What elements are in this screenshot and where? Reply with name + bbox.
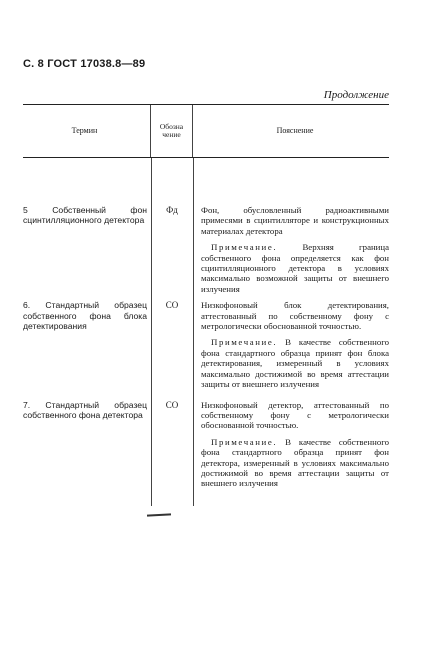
column-divider	[151, 158, 152, 506]
explanation-cell	[193, 205, 389, 294]
note-text: Верхняя граница собственного фона определяется как фон сцинтилляционного детектора в условиях максимально возможной защиты от внешнего излучения	[201, 242, 389, 294]
page-header: С. 8 ГОСТ 17038.8—89	[23, 58, 146, 70]
explanation-cell	[193, 400, 389, 489]
term-cell: 5 Собственный фон сцинтилляционного детектора	[23, 205, 147, 226]
table-row	[23, 158, 389, 294]
table-header	[23, 104, 389, 158]
table-body	[23, 158, 389, 489]
note-label: Примечание.	[211, 436, 278, 447]
note-text: В качестве собственного фона стандартного образца принят фон блока детектирования, измеренный в условиях максимально достижимой во время аттестации защиты от внешнего излучения	[201, 337, 390, 390]
term-cell: 7. Стандартный образец собственного фона детектора	[23, 399, 147, 420]
column-divider	[193, 158, 194, 506]
note-label: Примечание.	[211, 337, 278, 348]
note-label: Примечание.	[211, 242, 278, 253]
note	[201, 242, 389, 294]
header-designation: Обозна чение	[151, 105, 193, 157]
continuation-label: Продолжение	[323, 89, 389, 101]
explanation-text: Фон, обусловленный радиоактивными примесями в сцинтилляторе и конструкционных материалах детектора	[201, 205, 389, 236]
header-explanation: Пояснение	[276, 125, 314, 135]
table-row	[23, 390, 389, 489]
designation-cell: СО	[165, 399, 179, 410]
note	[201, 437, 389, 489]
note	[201, 337, 389, 389]
explanation-text: Низкофоновый детектор, аттестованный по собственному фону с метрологически обоснованной точностью.	[201, 399, 389, 431]
page-end-dash	[147, 513, 171, 516]
designation-cell: Фд	[166, 205, 178, 215]
term-cell: 6. Стандартный образец собственного фона блока детектирования	[23, 300, 147, 332]
header-term: Термин	[23, 105, 151, 157]
note-text: В качестве собственного фона стандартного образца принят фон детектора, измеренный в условиях максимально достижимой во время аттестации защиты от внешнего излучения	[201, 436, 390, 489]
explanation-cell	[193, 300, 389, 389]
table-row	[23, 294, 389, 389]
explanation-text: Низкофоновый блок детектирования, аттестованный по собственному фону с метрологически обоснованной точностью.	[201, 300, 389, 332]
terms-table	[23, 104, 389, 489]
designation-cell: СО	[165, 300, 179, 311]
